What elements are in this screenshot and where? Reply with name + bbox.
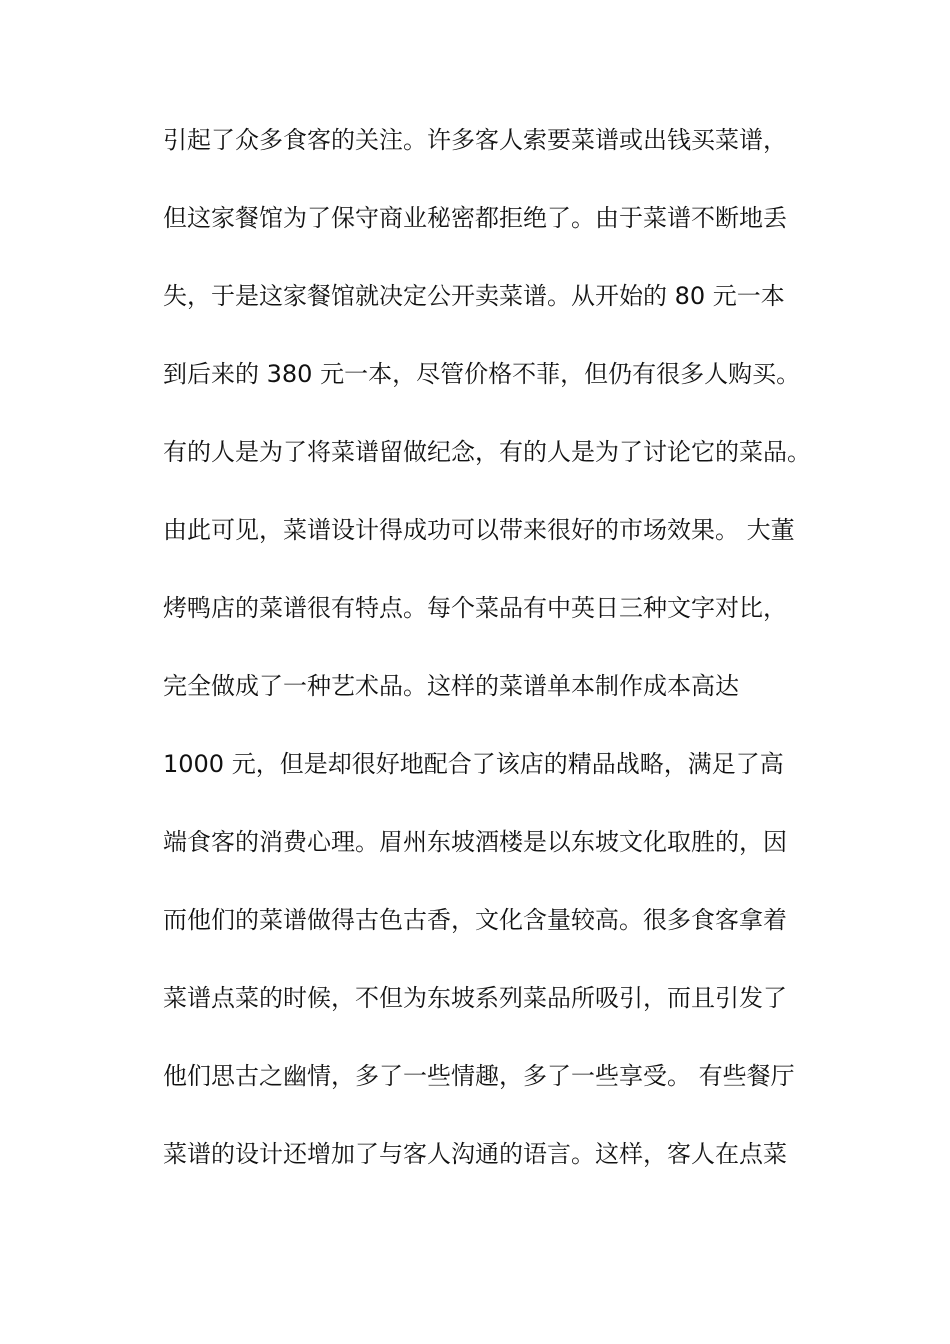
text-line: 引起了众多食客的关注。许多客人索要菜谱或出钱买菜谱，	[163, 126, 787, 154]
text-line: 由此可见，菜谱设计得成功可以带来很好的市场效果。 大董	[163, 516, 795, 544]
text-line: 菜谱的设计还增加了与客人沟通的语言。这样，客人在点菜	[163, 1140, 787, 1168]
text-line: 而他们的菜谱做得古色古香，文化含量较高。很多食客拿着	[163, 906, 787, 934]
text-line: 菜谱点菜的时候，不但为东坡系列菜品所吸引，而且引发了	[163, 984, 787, 1012]
text-line: 烤鸭店的菜谱很有特点。每个菜品有中英日三种文字对比，	[163, 594, 787, 622]
text-line: 他们思古之幽情，多了一些情趣，多了一些享受。 有些餐厅	[163, 1062, 795, 1090]
text-line: 有的人是为了将菜谱留做纪念，有的人是为了讨论它的菜品。	[163, 438, 811, 466]
text-line: 但这家餐馆为了保守商业秘密都拒绝了。由于菜谱不断地丢	[163, 204, 787, 232]
text-line: 失，于是这家餐馆就决定公开卖菜谱。从开始的 80 元一本	[163, 282, 785, 310]
text-line: 完全做成了一种艺术品。这样的菜谱单本制作成本高达	[163, 672, 739, 700]
text-line: 1000 元，但是却很好地配合了该店的精品战略，满足了高	[163, 750, 784, 778]
text-line: 端食客的消费心理。眉州东坡酒楼是以东坡文化取胜的，因	[163, 828, 787, 856]
body-text	[163, 118, 823, 1210]
text-line: 到后来的 380 元一本，尽管价格不菲，但仍有很多人购买。	[163, 360, 801, 388]
